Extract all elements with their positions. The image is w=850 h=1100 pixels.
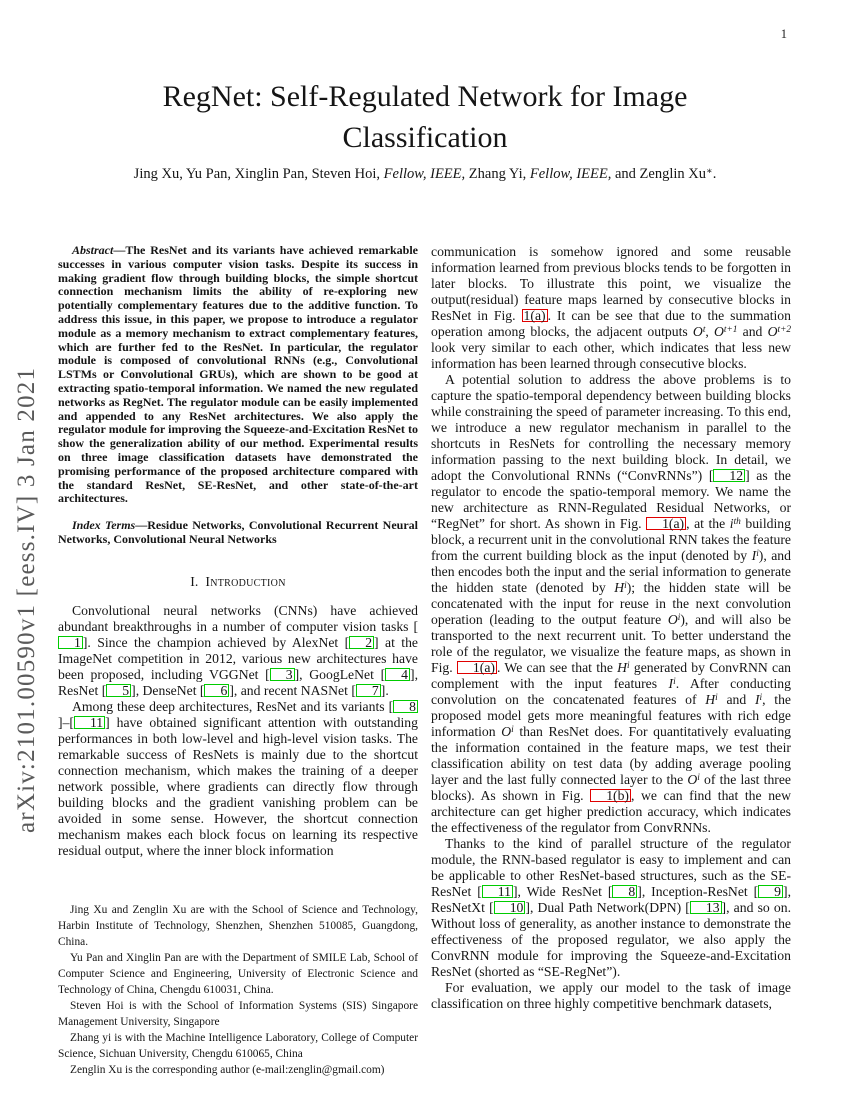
- footnote-affiliation-4: Zhang yi is with the Machine Intelligence Laboratory, College of Computer Science, Sichuan University, Chengdu 610065, China: [58, 1032, 418, 1060]
- citation-link[interactable]: 7: [356, 684, 381, 697]
- math-superscript: i: [627, 660, 630, 671]
- math-variable: O: [692, 324, 703, 339]
- math-superscript: i: [756, 548, 759, 559]
- math-variable: i: [729, 516, 734, 531]
- abstract-text: —The ResNet and its variants have achieved remarkable successes in various computer vision tasks. Despite its success in making gradient flow through building blocks, the simple shortcut connection mechanism limits the ability of re-exploring new potentially complementary features due to the additive function. To address this issue, in this paper, we propose to introduce a regulator module as a memory mechanism to extract complementary features, which are further fed to the ResNet. In particular, the regulator module is composed of convolutional RNNs (e.g., Convolutional LSTMs or Convolutional GRUs), which are shown to be good at extracting spatio-temporal information. We named the new regulated networks as RegNet. The regulator module can be easily implemented and appended to any ResNet architectures. We also apply the regulator module for improving the Squeeze-and-Excitation ResNet to show the generalization ability of our method. Experimental results on three image classification datasets have demonstrated the promising performance of the proposed architecture compared with the standard ResNet, SE-ResNet, and other state-of-the-art architectures.: [58, 243, 418, 506]
- author-footnotes: [58, 902, 418, 1078]
- index-terms-label: Index Terms: [72, 518, 136, 533]
- figure-reference-link[interactable]: 1(a): [646, 517, 686, 530]
- citation-link[interactable]: 1: [58, 636, 83, 649]
- right-column: [431, 244, 791, 1078]
- math-superscript: th: [733, 516, 741, 527]
- section-number: I.: [190, 573, 199, 589]
- index-terms-text: —Residue Networks, Convolutional Recurrent Neural Networks, Convolutional Neural Networks: [58, 518, 418, 546]
- figure-reference-link[interactable]: 1(a): [457, 661, 497, 674]
- citation-link[interactable]: 4: [385, 668, 410, 681]
- math-superscript: t+1: [723, 324, 738, 335]
- figure-reference-link[interactable]: 1(a): [523, 308, 546, 323]
- paper-title: RegNet: Self-Regulated Network for Image Classification: [162, 80, 688, 154]
- math-variable: I: [668, 676, 674, 691]
- math-variable: O: [687, 772, 698, 787]
- citation-link[interactable]: 8: [393, 700, 418, 713]
- body-paragraph-continuation: communication is somehow ignored and some reusable information learned from previous blocks tends to be forgotten in later blocks. To illustrate this point, we visualize the output(residual) feature maps learned by consecutive blocks in ResNet in Fig. 1(a) . It can be see that due to the summation operation among blocks, the adjacent outputs $O^t$, $O^{t+1}$ and $O^{t+2}$ look very similar to each other, which indicates that less new information has been learned through consecutive blocks.: [431, 244, 792, 371]
- superscript-marker: ∗: [706, 165, 713, 177]
- citation-link[interactable]: 13: [690, 901, 722, 914]
- math-variable: H: [614, 580, 625, 595]
- math-superscript: t+2: [777, 324, 792, 335]
- italic-text: Fellow, IEEE,: [529, 166, 612, 182]
- footnote-affiliation-3: Steven Hoi is with the School of Information Systems (SIS) Singapore Management University, Singapore: [58, 1000, 418, 1028]
- footnote-corresponding-author: Zenglin Xu is the corresponding author (e-mail:zenglin@gmail.com): [70, 1064, 385, 1076]
- intro-paragraph-2: Among these deep architectures, ResNet and its variants [ 8]–[ 11 ] have obtained significant attention with outstanding performances in both low-level and high-level vision tasks. The remarkable success of ResNets is mainly due to the shortcut connection mechanism, which makes the training of a deeper network possible, where gradients can directly flow through building blocks and the gradient vanishing problem can be avoided in some sense. However, the shortcut connection mechanism makes each block focus on learning its respective residual output, where the inner block information: [58, 698, 418, 858]
- math-superscript: i: [759, 692, 763, 703]
- math-superscript: i: [511, 724, 514, 735]
- citation-link[interactable]: 11: [74, 716, 105, 729]
- body-paragraph-evaluation: For evaluation, we apply our model to the task of image classification on three highly competitive benchmark datasets,: [431, 980, 791, 1011]
- body-paragraph-regulator: A potential solution to address the above problems is to capture the spatio-temporal dependency between building blocks while constraining the speed of parameter increasing. To this end, we introduce a new regulator mechanism in parallel to the shortcuts in ResNets for controlling the necessary memory information passing to the next building block. In detail, we adopt the Convolutional RNNs (“ConvRNNs”) [ 12 ] as the regulator to encode the spatio-temporal memory. We name the new architecture as RNN-Regulated Residual Networks, or “RegNet” for short. As shown in Fig. 1(a) , at the $i^{th}$ building block, a recurrent unit in the convolutional RNN takes the feature from the current building block as the input (denoted by $I^i$), and then encodes both the input and the serial information to generate the hidden state (denoted by $H^i$); the hidden state will be concatenated with the input for reuse in the next convolution operation (leading to the output feature $O^i$), and will also be transported to the next recurrent unit. To better understand the role of the regulator, we visualize the feature maps, as shown in Fig. 1(a) . We can see that the $H^i$ generated by ConvRNN can complement with the input features $I^i$. After conducting convolution on the concatenated features of $H^i$ and $I^i$, the proposed model gets more meaningful features with rich edge information $O^i$ than ResNet does. For quantitatively evaluating the information contained in the feature maps, we test their classification ability on test data (by adding average pooling layer and the last fully connected layer to the $O^i$ of the last three blocks). As shown in Fig. 1(b) , we can find that the new architecture can get higher prediction accuracy, which indicates the effectiveness of the regulator from ConvRNNs.: [431, 372, 792, 835]
- page-number: 1: [780, 27, 787, 41]
- math-superscript: t: [702, 324, 706, 335]
- math-superscript: i: [624, 580, 627, 591]
- section-title: Introduction: [205, 573, 286, 589]
- body-paragraph-parallel-structure: Thanks to the kind of parallel structure of the regulator module, the RNN-based regulator is easy to implement and can be applicable to other ResNet-based structures, such as the SE-ResNet [ 11 ], Wide ResNet [ 8 ], Inception-ResNet [ 9 ], ResNetXt [ 10 ], Dual Path Network(DPN) [ 13 ], and so on. Without loss of generality, as another instance to demonstrate the effectiveness of the proposed regulator, we also apply the ConvRNN module for improving the Squeeze-and-Excitation ResNet (shorted as “SE-RegNet”).: [431, 836, 792, 979]
- math-variable: H: [617, 660, 628, 675]
- math-variable: O: [667, 612, 678, 627]
- two-column-body: [58, 244, 792, 1078]
- abstract-paragraph: [58, 244, 418, 506]
- index-terms-paragraph: [58, 519, 418, 547]
- arxiv-margin-stamp: arXiv:2101.00590v1 [eess.IV] 3 Jan 2021: [13, 366, 40, 833]
- citation-link[interactable]: 5: [106, 684, 131, 697]
- section-heading-introduction: [58, 574, 418, 590]
- footnote-affiliation-2: Yu Pan and Xinglin Pan are with the Department of SMILE Lab, School of Computer Science and Engineering, University of Electronic Science and Technology of China, Chengdu 610031, China.: [58, 952, 418, 996]
- authors-line: Jing Xu, Yu Pan, Xinglin Pan, Steven Hoi, Fellow, IEEE, Zhang Yi, Fellow, IEEE, and Zenglin Xu∗.: [133, 165, 717, 182]
- intro-paragraph-1: Convolutional neural networks (CNNs) have achieved abundant breakthroughs in a number of computer vision tasks [1 ]. Since the champion achieved by AlexNet [ 2 ] at the ImageNet competition in 2012, various new architectures have been proposed, including VGGNet [ 3 ], GoogLeNet [ 4 ], ResNet [ 5 ], DenseNet [ 6 ], and recent NASNet [ 7 ].: [58, 602, 418, 698]
- left-column: [58, 244, 418, 1078]
- math-variable: H: [705, 692, 716, 707]
- math-variable: I: [754, 692, 760, 707]
- math-superscript: i: [715, 692, 718, 703]
- citation-link[interactable]: 6: [204, 684, 229, 697]
- abstract-label: Abstract: [72, 243, 114, 257]
- footnote-affiliation-1: Jing Xu and Zenglin Xu are with the School of Science and Technology, Harbin Institute of Technology, Shenzhen, Shenzhen 510085, Guangdong, China.: [58, 904, 418, 948]
- citation-link[interactable]: 12: [713, 469, 745, 482]
- math-variable: O: [714, 324, 724, 339]
- math-superscript: i: [697, 772, 700, 783]
- math-variable: I: [751, 548, 757, 563]
- citation-link[interactable]: 2: [349, 636, 374, 649]
- citation-link[interactable]: 8: [612, 885, 637, 898]
- math-variable: O: [767, 324, 778, 339]
- citation-link[interactable]: 3: [270, 668, 295, 681]
- citation-link[interactable]: 9: [758, 885, 783, 898]
- italic-text: Fellow, IEEE,: [383, 166, 466, 182]
- math-variable: O: [501, 724, 512, 739]
- figure-reference-link[interactable]: 1(b): [590, 789, 631, 802]
- citation-link[interactable]: 11: [482, 885, 513, 898]
- citation-link[interactable]: 10: [494, 901, 526, 914]
- math-superscript: i: [677, 612, 681, 623]
- math-superscript: i: [673, 676, 676, 687]
